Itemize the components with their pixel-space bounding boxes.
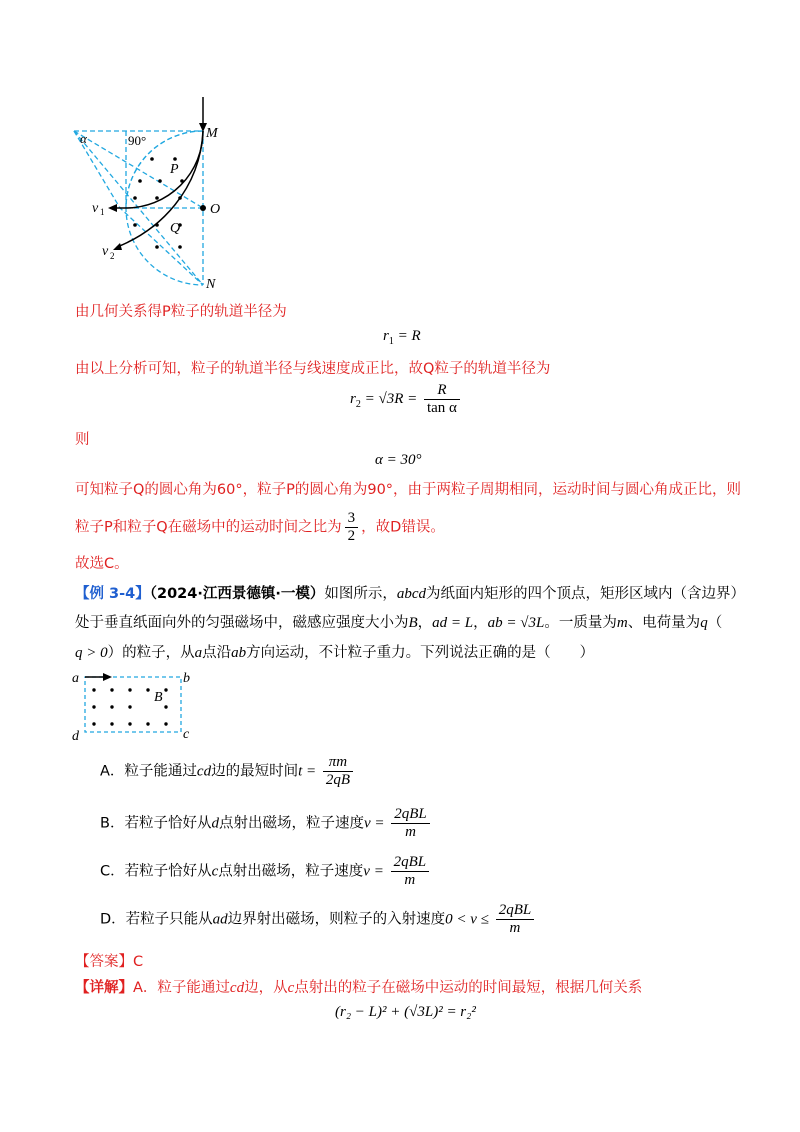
- optB-frac: [391, 806, 430, 841]
- optB-den: m: [405, 824, 416, 840]
- optA-frac: [323, 754, 353, 789]
- ex-B: B: [408, 615, 418, 631]
- eq2-num: R: [424, 382, 460, 400]
- point-M: M: [206, 126, 218, 141]
- ex-t2e: 、电荷量为: [627, 615, 701, 631]
- text-line-2: 由以上分析可知，粒子的轨道半径与线速度成正比，故Q粒子的轨道半径为: [75, 361, 551, 377]
- v1-label: v: [92, 201, 99, 216]
- equation-r1: [383, 328, 421, 347]
- alpha-label: α: [80, 131, 87, 146]
- text-line-4: 可知粒子Q的圆心角为60°，粒子P的圆心角为90°，由于两粒子周期相同，运动时间与圆心角成正比，则: [75, 482, 742, 498]
- answer-line: [75, 950, 143, 971]
- text-line-1: 由几何关系得P粒子的轨道半径为: [75, 304, 287, 320]
- optD-frac: [496, 902, 535, 937]
- optB-d: d: [211, 815, 219, 832]
- ex-ab-dir: ab: [231, 645, 247, 661]
- ex-ab: ab = √3L: [487, 615, 545, 631]
- optD-den: m: [509, 920, 521, 936]
- example-line-3: [75, 641, 594, 662]
- optB-v: v =: [363, 815, 389, 832]
- example-source: （2024·江西景德镇·一模）: [149, 586, 325, 602]
- eq2-mid: = √3R =: [360, 390, 421, 407]
- ex-t2f: （: [707, 615, 723, 631]
- example-line-2: [75, 611, 722, 632]
- optA-pre: A．粒子能通过: [100, 763, 197, 780]
- ex-m: m: [616, 615, 628, 631]
- line5-end: ，故D错误。: [361, 519, 445, 536]
- v1-sub: 1: [100, 207, 105, 217]
- ex-t3a: ）的粒子，从: [107, 645, 195, 661]
- eq1-rhs: = R: [393, 328, 421, 344]
- optD-mid: 边界射出磁场，则粒子的入射速度: [227, 911, 446, 928]
- ex-a: a: [194, 645, 203, 661]
- angle-label: 90°: [128, 133, 147, 148]
- optA-den: 2qB: [325, 772, 351, 788]
- ex-t3c: 方向运动，不计粒子重力。下列说法正确的是（ ）: [246, 645, 595, 661]
- detail-td: 点射出的粒子在磁场中运动的时间最短，根据几何关系: [294, 980, 643, 996]
- line5-den: 2: [347, 528, 356, 544]
- text-line-3: 则: [75, 432, 90, 448]
- optC-v: v =: [363, 863, 388, 880]
- example-line-1: [75, 582, 745, 603]
- detail-c: c: [287, 980, 295, 996]
- optC-num: 2qBL: [391, 854, 430, 872]
- text-line-5: [75, 510, 445, 545]
- v2-label: v: [102, 244, 109, 259]
- answer-tag: 【答案】: [75, 954, 133, 970]
- point-O: O: [210, 202, 221, 217]
- eq1-sub: 1: [388, 336, 394, 347]
- ex-abcd: abcd: [396, 586, 427, 602]
- eq2-r: r: [350, 390, 356, 407]
- ex-t2b: ，: [417, 615, 433, 631]
- ex-t1b: 为纸面内矩形的四个顶点，矩形区域内（含边界）: [426, 586, 746, 602]
- detail-line: [75, 976, 642, 997]
- optB-mid: 点射出磁场，粒子速度: [218, 815, 364, 832]
- line5-fraction: [345, 510, 359, 545]
- ex-ad: ad = L: [432, 615, 474, 631]
- optA-num: πm: [323, 754, 353, 772]
- option-B: [100, 806, 433, 841]
- equation-alpha: α = 30°: [375, 452, 422, 468]
- optA-cd: cd: [196, 763, 212, 780]
- rect-point-c: c: [183, 727, 190, 742]
- answer-value: C: [133, 954, 144, 970]
- optD-ad: ad: [212, 911, 228, 928]
- option-A: [100, 754, 356, 789]
- point-N: N: [206, 277, 216, 292]
- ex-t3b: 点沿: [202, 645, 232, 661]
- line5-text: 粒子P和粒子Q在磁场中的运动时间之比为: [75, 519, 342, 536]
- eq1-r: r: [383, 328, 389, 344]
- rect-point-a: a: [72, 671, 79, 686]
- eq2-den: tan α: [426, 400, 457, 416]
- optC-c: c: [211, 863, 219, 880]
- example-tag: 【例 3-4】: [75, 586, 150, 602]
- optC-pre: C．若粒子恰好从: [100, 863, 212, 880]
- figure-semicircle-field: [60, 95, 230, 295]
- text-line-6: 故选C。: [75, 556, 129, 572]
- detail-equation: (r₂ − L)² + (√3L)² = r₂²: [335, 1004, 476, 1020]
- option-C: [100, 854, 432, 889]
- ex-q-positive: q > 0: [75, 645, 108, 661]
- ex-q: q: [700, 615, 708, 631]
- point-Q: Q: [170, 221, 181, 236]
- line5-num: 3: [345, 510, 359, 528]
- ex-t2a: 处于垂直纸面向外的匀强磁场中，磁感应强度大小为: [75, 615, 409, 631]
- optD-pre: D．若粒子只能从: [100, 911, 213, 928]
- figure-rectangle-field: [70, 668, 200, 743]
- optD-num: 2qBL: [496, 902, 535, 920]
- ex-t1a: 如图所示，: [324, 586, 397, 602]
- equation-r2: [350, 382, 463, 417]
- optA-mid: 边的最短时间: [211, 763, 299, 780]
- optA-t: t =: [298, 763, 320, 780]
- rect-point-b: b: [183, 671, 190, 686]
- option-D: [100, 902, 537, 937]
- ex-t2c: ，: [473, 615, 488, 631]
- rect-point-d: d: [72, 729, 79, 743]
- optC-mid: 点射出磁场，粒子速度: [218, 863, 364, 880]
- detail-tag: 【详解】: [75, 980, 133, 996]
- eq2-fraction: [424, 382, 460, 417]
- optC-den: m: [404, 872, 416, 888]
- point-P: P: [170, 162, 179, 177]
- ex-t2d: 。一质量为: [544, 615, 617, 631]
- eq2-sub: 2: [355, 398, 361, 410]
- optD-v: 0 < v ≤: [445, 911, 493, 928]
- optC-frac: [391, 854, 430, 889]
- detail-cd: cd: [229, 980, 245, 996]
- optB-num: 2qBL: [391, 806, 430, 824]
- rect-field-B: B: [154, 690, 163, 705]
- detail-ta: A．粒子能通过: [133, 980, 230, 996]
- optB-pre: B．若粒子恰好从: [100, 815, 212, 832]
- detail-tb: 边，从: [244, 980, 288, 996]
- v2-sub: 2: [110, 251, 115, 261]
